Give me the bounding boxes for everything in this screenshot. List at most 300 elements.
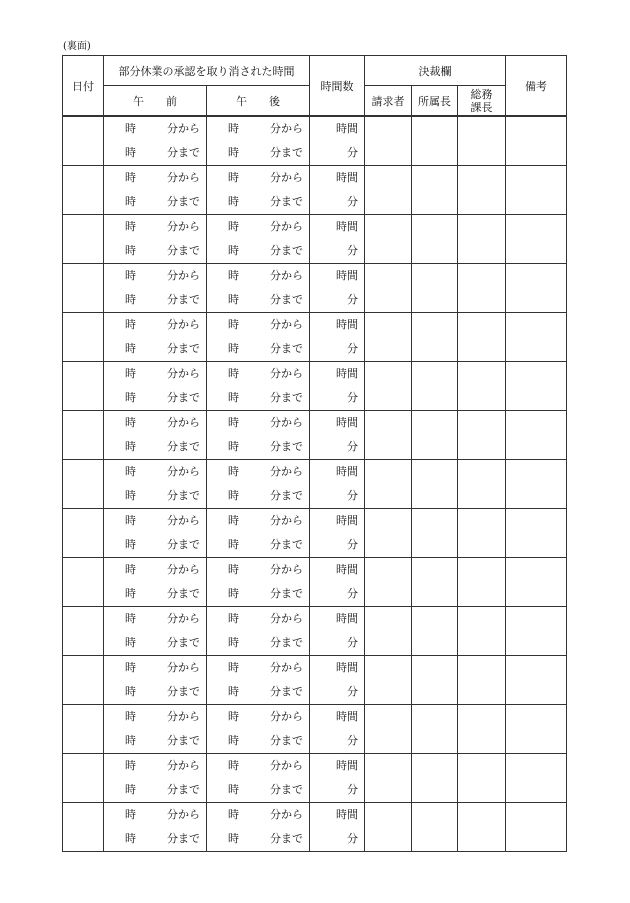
minute-to-label: 分まで [167, 685, 200, 698]
hours-unit-label: 時間 [336, 808, 358, 821]
office-head-header: 所属長 [412, 86, 458, 117]
am-time-cell-to-line [104, 337, 206, 361]
am-time-cell-to-line [104, 288, 206, 312]
hours-cell[interactable] [310, 705, 365, 754]
hour-label: 時 [228, 759, 239, 772]
pm-time-cell-to-line [207, 141, 309, 165]
minute-from-label: 分から [167, 661, 200, 674]
pm-time-cell-from-line [207, 117, 309, 141]
minute-to-label: 分まで [270, 244, 303, 257]
hour-label: 時 [125, 563, 136, 576]
general-affairs-seal-cell[interactable] [458, 705, 506, 754]
pm-time-cell[interactable] [207, 705, 310, 754]
hour-label: 時 [228, 710, 239, 723]
pm-time-cell[interactable] [207, 264, 310, 313]
pm-time-cell-from-line [207, 656, 309, 680]
general-affairs-seal-cell[interactable] [458, 116, 506, 166]
hour-label: 時 [228, 293, 239, 306]
minute-to-label: 分まで [167, 538, 200, 551]
office-head-seal-cell[interactable] [412, 803, 458, 852]
pm-time-cell-to-line [207, 680, 309, 704]
pm-time-cell[interactable] [207, 558, 310, 607]
pm-time-cell-to-line [207, 827, 309, 851]
date-cell[interactable] [63, 362, 104, 411]
remarks-header: 備考 [506, 56, 567, 117]
hours-cell[interactable] [310, 803, 365, 852]
pm-time-cell-from-line [207, 460, 309, 484]
date-cell[interactable] [63, 509, 104, 558]
pm-time-cell-from-line [207, 705, 309, 729]
am-time-cell-to-line [104, 827, 206, 851]
pm-time-cell-to-line [207, 288, 309, 312]
am-time-cell[interactable] [104, 705, 207, 754]
hours-cell[interactable] [310, 215, 365, 264]
hour-label: 時 [125, 538, 136, 551]
hour-label: 時 [228, 146, 239, 159]
pm-time-cell-to-line [207, 386, 309, 410]
minute-to-label: 分まで [167, 244, 200, 257]
am-time-cell-to-line [104, 778, 206, 802]
minute-to-label: 分まで [167, 832, 200, 845]
am-time-cell-from-line [104, 509, 206, 533]
minutes-unit-label: 分 [347, 832, 358, 845]
pm-header: 午 後 [207, 86, 310, 117]
date-cell[interactable] [63, 116, 104, 166]
minute-to-label: 分まで [270, 538, 303, 551]
hours-cell[interactable] [310, 313, 365, 362]
hour-label: 時 [228, 391, 239, 404]
requester-seal-cell[interactable] [365, 803, 412, 852]
hour-label: 時 [228, 416, 239, 429]
hour-label: 時 [228, 514, 239, 527]
requester-seal-cell[interactable] [365, 558, 412, 607]
hours-cell[interactable] [310, 656, 365, 705]
hours-cell[interactable] [310, 264, 365, 313]
am-time-cell[interactable] [104, 754, 207, 803]
record-row [63, 509, 567, 558]
remarks-cell[interactable] [506, 705, 567, 754]
am-time-cell-to-line [104, 386, 206, 410]
hour-label: 時 [125, 342, 136, 355]
am-time-cell[interactable] [104, 215, 207, 264]
general-affairs-seal-cell[interactable] [458, 264, 506, 313]
office-head-seal-cell[interactable] [412, 411, 458, 460]
hours-unit-label: 時間 [336, 171, 358, 184]
pm-time-cell-to-line [207, 239, 309, 263]
minute-from-label: 分から [270, 514, 303, 527]
general-affairs-seal-cell[interactable] [458, 313, 506, 362]
minute-to-label: 分まで [270, 489, 303, 502]
am-time-cell[interactable] [104, 264, 207, 313]
hour-label: 時 [228, 563, 239, 576]
pm-time-cell-to-line [207, 190, 309, 214]
minutes-unit-label: 分 [347, 244, 358, 257]
page-note: (裏面) [63, 41, 91, 52]
hour-label: 時 [125, 195, 136, 208]
pm-time-cell[interactable] [207, 509, 310, 558]
am-time-cell-from-line [104, 313, 206, 337]
am-time-cell[interactable] [104, 460, 207, 509]
remarks-cell[interactable] [506, 215, 567, 264]
office-head-seal-cell[interactable] [412, 754, 458, 803]
hour-label: 時 [228, 342, 239, 355]
pm-time-cell-from-line [207, 215, 309, 239]
pm-time-cell-to-line [207, 435, 309, 459]
office-head-seal-cell[interactable] [412, 116, 458, 166]
date-cell[interactable] [63, 460, 104, 509]
pm-time-cell[interactable] [207, 754, 310, 803]
record-row [63, 754, 567, 803]
record-row [63, 411, 567, 460]
remarks-cell[interactable] [506, 264, 567, 313]
requester-header: 請求者 [365, 86, 412, 117]
pm-time-cell[interactable] [207, 215, 310, 264]
minute-to-label: 分まで [270, 832, 303, 845]
hour-label: 時 [125, 171, 136, 184]
general-affairs-chief-header [458, 86, 506, 117]
requester-seal-cell[interactable] [365, 264, 412, 313]
remarks-cell[interactable] [506, 166, 567, 215]
hours-cell[interactable] [310, 754, 365, 803]
hour-label: 時 [228, 734, 239, 747]
hour-label: 時 [125, 244, 136, 257]
general-affairs-seal-cell[interactable] [458, 558, 506, 607]
hour-label: 時 [228, 808, 239, 821]
office-head-seal-cell[interactable] [412, 509, 458, 558]
minutes-unit-label: 分 [347, 783, 358, 796]
hour-label: 時 [125, 636, 136, 649]
record-row [63, 362, 567, 411]
date-cell[interactable] [63, 558, 104, 607]
pm-time-cell[interactable] [207, 411, 310, 460]
hours-unit-label: 時間 [336, 122, 358, 135]
am-time-cell-from-line [104, 166, 206, 190]
minute-to-label: 分まで [270, 734, 303, 747]
date-cell[interactable] [63, 656, 104, 705]
date-cell[interactable] [63, 166, 104, 215]
am-time-cell-from-line [104, 803, 206, 827]
hour-label: 時 [228, 832, 239, 845]
am-time-cell-from-line [104, 117, 206, 141]
minute-to-label: 分まで [270, 783, 303, 796]
pm-time-cell-to-line [207, 533, 309, 557]
remarks-cell[interactable] [506, 803, 567, 852]
hour-label: 時 [125, 808, 136, 821]
hour-label: 時 [228, 220, 239, 233]
minute-from-label: 分から [270, 122, 303, 135]
pm-time-cell-from-line [207, 411, 309, 435]
hour-label: 時 [125, 465, 136, 478]
minute-to-label: 分まで [167, 587, 200, 600]
minute-from-label: 分から [270, 612, 303, 625]
requester-seal-cell[interactable] [365, 509, 412, 558]
date-cell[interactable] [63, 313, 104, 362]
general-affairs-seal-cell[interactable] [458, 362, 506, 411]
am-time-cell[interactable] [104, 607, 207, 656]
hour-label: 時 [228, 318, 239, 331]
record-row [63, 607, 567, 656]
am-time-cell-to-line [104, 239, 206, 263]
hours-cell[interactable] [310, 607, 365, 656]
requester-seal-cell[interactable] [365, 116, 412, 166]
am-time-cell[interactable] [104, 362, 207, 411]
general-affairs-seal-cell[interactable] [458, 460, 506, 509]
hour-label: 時 [228, 440, 239, 453]
hours-unit-label: 時間 [336, 220, 358, 233]
minute-from-label: 分から [167, 710, 200, 723]
date-cell[interactable] [63, 411, 104, 460]
hour-label: 時 [125, 612, 136, 625]
requester-seal-cell[interactable] [365, 215, 412, 264]
hour-label: 時 [228, 538, 239, 551]
pm-time-cell[interactable] [207, 656, 310, 705]
requester-seal-cell[interactable] [365, 166, 412, 215]
am-time-cell-to-line [104, 484, 206, 508]
minute-to-label: 分まで [167, 783, 200, 796]
minute-from-label: 分から [270, 220, 303, 233]
cancellation-record-table [62, 55, 567, 852]
hour-label: 時 [228, 367, 239, 380]
record-row [63, 656, 567, 705]
minute-to-label: 分まで [167, 734, 200, 747]
minute-to-label: 分まで [270, 636, 303, 649]
am-time-cell[interactable] [104, 803, 207, 852]
remarks-cell[interactable] [506, 558, 567, 607]
remarks-cell[interactable] [506, 656, 567, 705]
am-time-cell-from-line [104, 558, 206, 582]
date-cell[interactable] [63, 803, 104, 852]
minute-from-label: 分から [270, 808, 303, 821]
minute-from-label: 分から [270, 661, 303, 674]
am-time-cell[interactable] [104, 509, 207, 558]
minute-to-label: 分まで [270, 146, 303, 159]
pm-time-cell-from-line [207, 558, 309, 582]
pm-time-cell-from-line [207, 509, 309, 533]
record-row [63, 166, 567, 215]
hours-unit-label: 時間 [336, 416, 358, 429]
am-time-cell-from-line [104, 264, 206, 288]
hours-cell[interactable] [310, 460, 365, 509]
remarks-cell[interactable] [506, 509, 567, 558]
requester-seal-cell[interactable] [365, 656, 412, 705]
office-head-seal-cell[interactable] [412, 215, 458, 264]
minutes-unit-label: 分 [347, 587, 358, 600]
pm-time-cell-from-line [207, 362, 309, 386]
record-row [63, 313, 567, 362]
record-row [63, 705, 567, 754]
pm-time-cell[interactable] [207, 607, 310, 656]
minute-to-label: 分まで [270, 391, 303, 404]
minutes-unit-label: 分 [347, 636, 358, 649]
minute-to-label: 分まで [270, 587, 303, 600]
minute-from-label: 分から [167, 318, 200, 331]
pm-time-cell[interactable] [207, 460, 310, 509]
hours-cell[interactable] [310, 509, 365, 558]
requester-seal-cell[interactable] [365, 460, 412, 509]
am-time-cell[interactable] [104, 411, 207, 460]
minute-to-label: 分まで [167, 293, 200, 306]
hour-label: 時 [125, 587, 136, 600]
hours-unit-label: 時間 [336, 367, 358, 380]
am-time-cell-to-line [104, 190, 206, 214]
hour-label: 時 [125, 832, 136, 845]
minute-from-label: 分から [270, 367, 303, 380]
general-affairs-seal-cell[interactable] [458, 803, 506, 852]
hour-label: 時 [125, 146, 136, 159]
general-affairs-seal-cell[interactable] [458, 656, 506, 705]
remarks-cell[interactable] [506, 754, 567, 803]
requester-seal-cell[interactable] [365, 362, 412, 411]
hour-label: 時 [125, 391, 136, 404]
hours-unit-label: 時間 [336, 710, 358, 723]
am-time-cell-to-line [104, 680, 206, 704]
general-affairs-seal-cell[interactable] [458, 607, 506, 656]
hours-cell[interactable] [310, 411, 365, 460]
hour-label: 時 [228, 171, 239, 184]
general-affairs-seal-cell[interactable] [458, 215, 506, 264]
minutes-unit-label: 分 [347, 489, 358, 502]
hour-label: 時 [125, 220, 136, 233]
general-affairs-label-1: 総務 [470, 87, 493, 101]
minute-from-label: 分から [167, 465, 200, 478]
am-time-cell-to-line [104, 435, 206, 459]
minute-from-label: 分から [270, 759, 303, 772]
am-time-cell[interactable] [104, 116, 207, 166]
date-cell[interactable] [63, 705, 104, 754]
pm-time-cell[interactable] [207, 362, 310, 411]
am-time-cell-from-line [104, 705, 206, 729]
requester-seal-cell[interactable] [365, 705, 412, 754]
requester-seal-cell[interactable] [365, 411, 412, 460]
office-head-seal-cell[interactable] [412, 264, 458, 313]
hours-unit-label: 時間 [336, 612, 358, 625]
hour-label: 時 [125, 734, 136, 747]
pm-time-cell-from-line [207, 264, 309, 288]
minute-to-label: 分まで [270, 342, 303, 355]
pm-time-cell-from-line [207, 803, 309, 827]
office-head-seal-cell[interactable] [412, 460, 458, 509]
cancelled-time-header: 部分休業の承認を取り消された時間 [104, 56, 310, 86]
hour-label: 時 [125, 710, 136, 723]
hour-label: 時 [125, 440, 136, 453]
pm-time-cell-to-line [207, 337, 309, 361]
pm-time-cell-from-line [207, 607, 309, 631]
hour-label: 時 [228, 465, 239, 478]
hour-label: 時 [228, 612, 239, 625]
office-head-seal-cell[interactable] [412, 362, 458, 411]
hours-cell[interactable] [310, 166, 365, 215]
minutes-unit-label: 分 [347, 342, 358, 355]
date-cell[interactable] [63, 264, 104, 313]
minute-to-label: 分まで [167, 146, 200, 159]
record-row [63, 460, 567, 509]
requester-seal-cell[interactable] [365, 607, 412, 656]
hour-label: 時 [228, 587, 239, 600]
record-row [63, 215, 567, 264]
am-header: 午 前 [104, 86, 207, 117]
pm-time-cell-to-line [207, 778, 309, 802]
office-head-seal-cell[interactable] [412, 166, 458, 215]
hours-unit-label: 時間 [336, 514, 358, 527]
am-time-cell[interactable] [104, 166, 207, 215]
hours-cell[interactable] [310, 558, 365, 607]
remarks-cell[interactable] [506, 362, 567, 411]
general-affairs-seal-cell[interactable] [458, 411, 506, 460]
am-time-cell[interactable] [104, 656, 207, 705]
office-head-seal-cell[interactable] [412, 705, 458, 754]
general-affairs-label-2: 課長 [470, 100, 493, 114]
pm-time-cell[interactable] [207, 313, 310, 362]
office-head-seal-cell[interactable] [412, 607, 458, 656]
remarks-cell[interactable] [506, 411, 567, 460]
remarks-cell[interactable] [506, 607, 567, 656]
general-affairs-seal-cell[interactable] [458, 509, 506, 558]
hour-label: 時 [125, 489, 136, 502]
am-time-cell-from-line [104, 656, 206, 680]
hours-cell[interactable] [310, 362, 365, 411]
am-time-cell[interactable] [104, 558, 207, 607]
record-row [63, 558, 567, 607]
requester-seal-cell[interactable] [365, 313, 412, 362]
minute-to-label: 分まで [167, 636, 200, 649]
remarks-cell[interactable] [506, 116, 567, 166]
hours-unit-label: 時間 [336, 269, 358, 282]
hour-label: 時 [228, 269, 239, 282]
pm-time-cell[interactable] [207, 803, 310, 852]
minute-to-label: 分まで [167, 195, 200, 208]
general-affairs-seal-cell[interactable] [458, 166, 506, 215]
am-time-cell-from-line [104, 754, 206, 778]
am-time-cell-from-line [104, 607, 206, 631]
am-time-cell-to-line [104, 533, 206, 557]
minute-from-label: 分から [270, 465, 303, 478]
office-head-seal-cell[interactable] [412, 313, 458, 362]
hour-label: 時 [125, 416, 136, 429]
minute-from-label: 分から [167, 416, 200, 429]
minutes-unit-label: 分 [347, 440, 358, 453]
minutes-unit-label: 分 [347, 293, 358, 306]
pm-time-cell[interactable] [207, 166, 310, 215]
minute-from-label: 分から [167, 514, 200, 527]
hour-label: 時 [228, 685, 239, 698]
office-head-seal-cell[interactable] [412, 558, 458, 607]
general-affairs-seal-cell[interactable] [458, 754, 506, 803]
record-row [63, 803, 567, 852]
date-cell[interactable] [63, 215, 104, 264]
requester-seal-cell[interactable] [365, 754, 412, 803]
remarks-cell[interactable] [506, 460, 567, 509]
pm-time-cell[interactable] [207, 116, 310, 166]
date-cell[interactable] [63, 754, 104, 803]
office-head-seal-cell[interactable] [412, 656, 458, 705]
hour-label: 時 [125, 685, 136, 698]
hour-label: 時 [228, 661, 239, 674]
minutes-unit-label: 分 [347, 685, 358, 698]
hours-cell[interactable] [310, 116, 365, 166]
minute-from-label: 分から [167, 759, 200, 772]
hours-unit-label: 時間 [336, 759, 358, 772]
date-cell[interactable] [63, 607, 104, 656]
minute-to-label: 分まで [167, 342, 200, 355]
record-row [63, 116, 567, 166]
am-time-cell-to-line [104, 631, 206, 655]
hour-label: 時 [125, 661, 136, 674]
remarks-cell[interactable] [506, 313, 567, 362]
minute-from-label: 分から [167, 171, 200, 184]
date-header: 日付 [63, 56, 104, 117]
hour-label: 時 [228, 122, 239, 135]
am-time-cell[interactable] [104, 313, 207, 362]
